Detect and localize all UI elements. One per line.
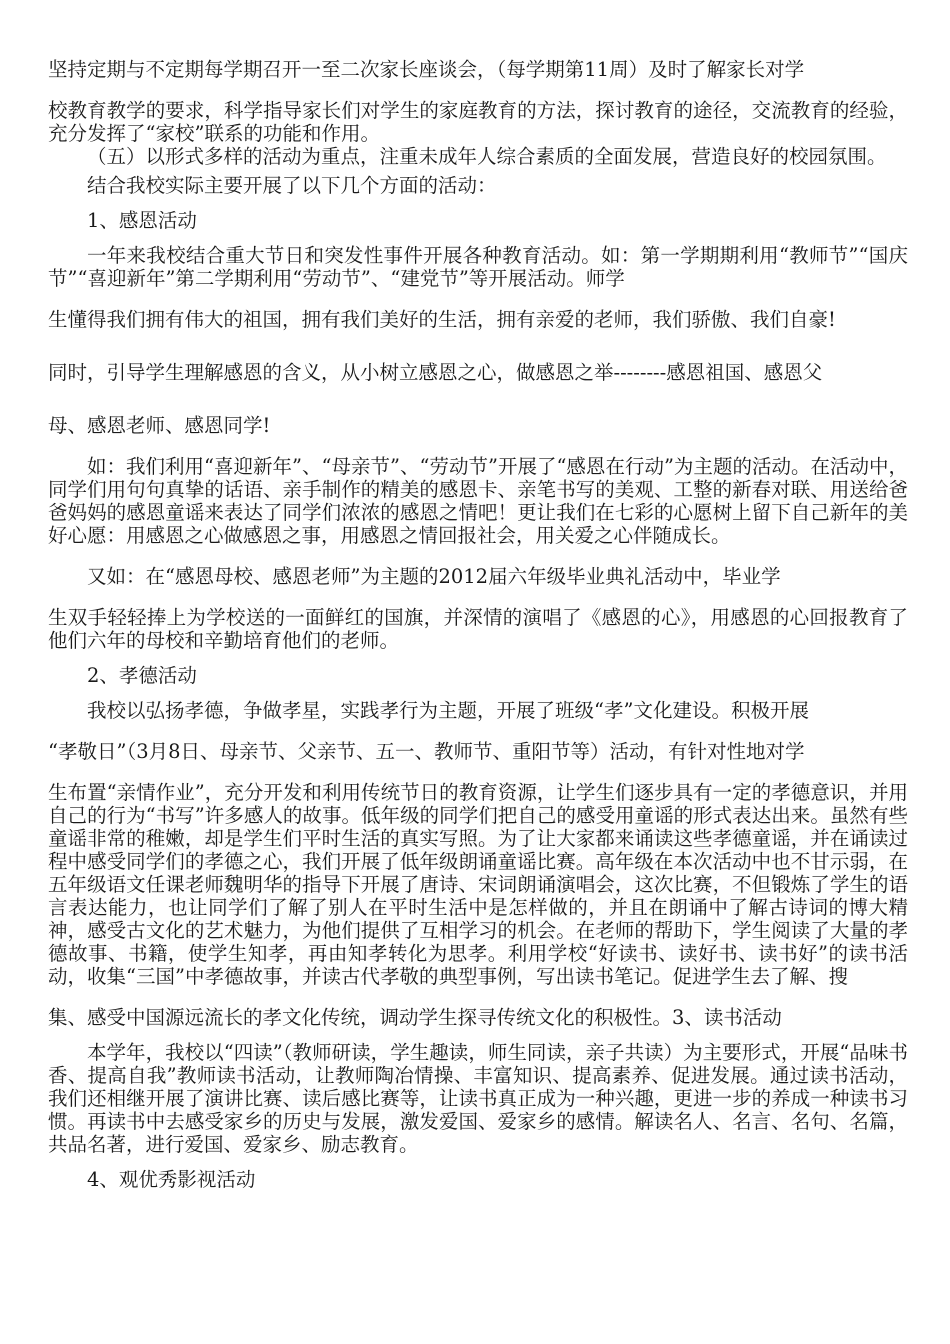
paragraph-filial-line1: 我校以弘扬孝德，争做孝星，实践孝行为主题，开展了班级“孝”文化建设。积极开展 <box>87 699 809 722</box>
paragraph-gratitude-intro: 一年来我校结合重大节日和突发性事件开展各种教育活动。如：第一学期期利用“教师节”“国庆节”“喜迎新年”第二学期利用“劳动节”、“建党节”等开展活动。师学 <box>48 244 908 290</box>
paragraph-parent-meetings-line2: 校教育教学的要求，科学指导家长们对学生的家庭教育的方法，探讨教育的途径，交流教育的经验，充分发挥了“家校”联系的功能和作用。 <box>48 99 908 145</box>
paragraph-filial-line2: “孝敬日”（3月8日、母亲节、父亲节、五一、教师节、重阳节等）活动，有针对性地对学 <box>48 740 805 763</box>
paragraph-gratitude-line3: 同时，引导学生理解感恩的含义，从小树立感恩之心，做感恩之举--------感恩祖国、感恩父 <box>48 361 823 384</box>
paragraph-graduation-line1: 又如：在“感恩母校、感恩老师”为主题的2012届六年级毕业典礼活动中，毕业学 <box>87 565 781 588</box>
paragraph-section-five: （五）以形式多样的活动为重点，注重未成年人综合素质的全面发展，营造良好的校园氛围。 <box>87 145 887 168</box>
heading-filial-activity: 2、孝德活动 <box>87 664 197 687</box>
paragraph-filial-line3: 生布置“亲情作业”，充分开发和利用传统节日的教育资源，让学生们逐步具有一定的孝德意识，并用自己的行为“书写”许多感人的故事。低年级的同学们把自己的感受用童谣的形式表达出来。虽然有些童谣非常的稚嫩，却是学生们平时生活的真实写照。为了让大家都来诵读这些孝德童谣，并在诵读过程中感受同学们的孝德之心，我们开展了低年级朗诵童谣比赛。高年级在本次活动中也不甘示弱，在五年级语文任课老师魏明华的指导下开展了唐诗、宋词朗诵演唱会，这次比赛，不但锻炼了学生的语言表达能力，也让同学们了解了别人在平时生活中是怎样做的，并且在朗诵中了解古诗词的博大精神，感受古文化的艺术魅力，为他们提供了互相学习的机会。在老师的帮助下，学生阅读了大量的孝德故事、书籍，使学生知孝，再由知孝转化为思孝。利用学校“好读书、读好书、读书好”的读书活动，收集“三国”中孝德故事，并读古代孝敬的典型事例，写出读书笔记。促进学生去了解、搜 <box>48 781 908 988</box>
heading-film-activity: 4、观优秀影视活动 <box>87 1168 256 1191</box>
paragraph-gratitude-line2: 生懂得我们拥有伟大的祖国，拥有我们美好的生活，拥有亲爱的老师，我们骄傲、我们自豪! <box>48 308 836 331</box>
heading-gratitude-activity: 1、感恩活动 <box>87 209 197 232</box>
paragraph-activities-intro: 结合我校实际主要开展了以下几个方面的活动： <box>87 174 497 197</box>
paragraph-reading-activity: 本学年，我校以“四读”（教师研读，学生趣读，师生同读，亲子共读）为主要形式，开展“品味书香、提高自我”教师读书活动，让教师陶冶情操、丰富知识、提高素养、促进发展。通过读书活动，我们还相继开展了演讲比赛、读后感比赛等，让读书真正成为一种兴趣，更进一步的养成一种读书习惯。再读书中去感受家乡的历史与发展，激发爱国、爱家乡的感情。解读名人、名言、名句、名篇，共品名著，进行爱国、爱家乡、励志教育。 <box>48 1041 908 1156</box>
paragraph-gratitude-example: 如：我们利用“喜迎新年”、“母亲节”、“劳动节”开展了“感恩在行动”为主题的活动。在活动中，同学们用句句真挚的话语、亲手制作的精美的感恩卡、亲笔书写的美观、工整的新春对联、用送给爸爸妈妈的感恩童谣来表达了同学们浓浓的感恩之情吧！更让我们在七彩的心愿树上留下自己新年的美好心愿：用感恩之心做感恩之事，用感恩之情回报社会，用关爱之心伴随成长。 <box>48 455 908 547</box>
paragraph-gratitude-line4: 母、感恩老师、感恩同学! <box>48 414 271 437</box>
paragraph-graduation-line2: 生双手轻轻捧上为学校送的一面鲜红的国旗，并深情的演唱了《感恩的心》，用感恩的心回报教育了他们六年的母校和辛勤培育他们的老师。 <box>48 606 908 652</box>
paragraph-filial-line4: 集、感受中国源远流长的孝文化传统，调动学生探寻传统文化的积极性。3、读书活动 <box>48 1006 782 1029</box>
document-page <box>48 58 908 1191</box>
paragraph-parent-meetings-line1: 坚持定期与不定期每学期召开一至二次家长座谈会，（每学期第11周）及时了解家长对学 <box>48 58 805 81</box>
